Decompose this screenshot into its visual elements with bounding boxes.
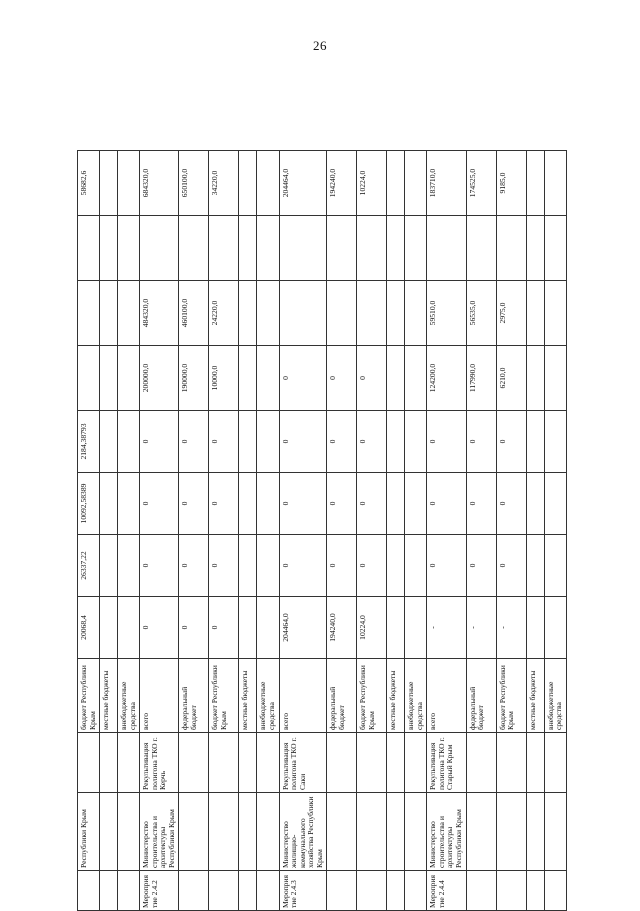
funding-table: [77, 150, 567, 911]
table-row: [427, 151, 466, 911]
table-row: [466, 151, 496, 911]
table-cell: федеральный бюджет: [179, 659, 209, 733]
table-cell: -: [427, 597, 466, 659]
table-cell: всего: [140, 659, 179, 733]
table-cell: [257, 535, 279, 597]
table-cell: [239, 793, 257, 871]
table-cell: 2975,0: [496, 281, 526, 346]
table-cell: 484320,0: [140, 281, 179, 346]
table-cell: [78, 733, 100, 793]
table-cell: [179, 216, 209, 281]
table-cell: 26337,22: [78, 535, 100, 597]
table-cell: [257, 411, 279, 473]
table-cell: [357, 281, 387, 346]
table-cell: [387, 597, 405, 659]
table-cell: Мероприятие 2.4.2: [140, 871, 179, 911]
table-cell: [327, 793, 357, 871]
table-cell: внебюджетные средства: [118, 659, 140, 733]
table-cell: [327, 216, 357, 281]
table-cell: 0: [140, 535, 179, 597]
table-cell: федеральный бюджет: [466, 659, 496, 733]
table-cell: [526, 281, 544, 346]
table-cell: [257, 346, 279, 411]
table-cell: [544, 535, 566, 597]
table-cell: [100, 597, 118, 659]
table-cell: [100, 346, 118, 411]
table-cell: [257, 597, 279, 659]
table-cell: [387, 281, 405, 346]
page-number: 26: [313, 38, 327, 53]
table-cell: [526, 793, 544, 871]
table-cell: 194240,0: [327, 151, 357, 216]
table-cell: Министерство строительства и архитектуры Республики Крым: [427, 793, 466, 871]
table-cell: [239, 216, 257, 281]
table-cell: 0: [327, 346, 357, 411]
table-cell: Республики Крым: [78, 793, 100, 871]
table-cell: 58682,6: [78, 151, 100, 216]
table-cell: 183710,0: [427, 151, 466, 216]
table-cell: 20068,4: [78, 597, 100, 659]
table-row: [78, 151, 100, 911]
table-row: [327, 151, 357, 911]
table-cell: [526, 535, 544, 597]
table-cell: [100, 281, 118, 346]
table-cell: 650100,0: [179, 151, 209, 216]
table-cell: [387, 473, 405, 535]
table-row: [239, 151, 257, 911]
table-cell: 0: [179, 411, 209, 473]
table-cell: [279, 281, 327, 346]
table-cell: 0: [496, 473, 526, 535]
table-cell: местные бюджеты: [526, 659, 544, 733]
table-cell: 0: [327, 411, 357, 473]
table-cell: [427, 216, 466, 281]
table-cell: [544, 281, 566, 346]
table-cell: [118, 346, 140, 411]
table-cell: 0: [140, 597, 179, 659]
table-cell: 0: [466, 535, 496, 597]
table-cell: 0: [496, 535, 526, 597]
table-cell: [179, 733, 209, 793]
table-row: [387, 151, 405, 911]
table-cell: 0: [427, 411, 466, 473]
table-cell: [466, 216, 496, 281]
rotated-table-wrapper: [77, 151, 567, 911]
table-cell: Рекультивация полигона ТКО г. Старый Крым: [427, 733, 466, 793]
table-cell: [405, 793, 427, 871]
table-cell: Мероприятие 2.4.3: [279, 871, 327, 911]
table-cell: [239, 346, 257, 411]
table-row: [100, 151, 118, 911]
table-cell: [257, 473, 279, 535]
table-cell: [257, 793, 279, 871]
table-cell: 0: [466, 411, 496, 473]
table-cell: внебюджетные средства: [405, 659, 427, 733]
table-cell: Рекультивация полигона ТКО г. Керчь: [140, 733, 179, 793]
table-cell: 194240,0: [327, 597, 357, 659]
table-cell: [118, 597, 140, 659]
table-cell: [526, 411, 544, 473]
table-cell: [118, 151, 140, 216]
table-cell: бюджет Республики Крым: [209, 659, 239, 733]
table-cell: [78, 216, 100, 281]
table-cell: 6210,0: [496, 346, 526, 411]
table-row: [118, 151, 140, 911]
table-cell: 190000,0: [179, 346, 209, 411]
table-cell: бюджет Республики Крым: [357, 659, 387, 733]
table-cell: [405, 535, 427, 597]
table-cell: [100, 793, 118, 871]
table-cell: [544, 733, 566, 793]
table-cell: [327, 733, 357, 793]
table-cell: [100, 151, 118, 216]
table-cell: [118, 411, 140, 473]
table-cell: 0: [279, 411, 327, 473]
table-cell: [209, 216, 239, 281]
table-cell: [526, 151, 544, 216]
table-cell: Министерство жилищно-коммунального хозяйства Республики Крым: [279, 793, 327, 871]
table-cell: всего: [427, 659, 466, 733]
table-cell: бюджет Республики Крым: [78, 659, 100, 733]
table-cell: 0: [327, 535, 357, 597]
table-cell: [387, 216, 405, 281]
table-cell: -: [496, 597, 526, 659]
table-cell: [387, 535, 405, 597]
table-cell: Министерство строительства и архитектуры Республики Крым: [140, 793, 179, 871]
table-cell: [118, 473, 140, 535]
table-cell: [405, 473, 427, 535]
table-cell: [526, 473, 544, 535]
table-cell: [544, 793, 566, 871]
table-cell: [100, 733, 118, 793]
table-cell: [279, 216, 327, 281]
table-cell: [118, 793, 140, 871]
table-cell: [257, 733, 279, 793]
table-cell: [209, 793, 239, 871]
table-row: [257, 151, 279, 911]
table-cell: 0: [209, 411, 239, 473]
table-cell: [526, 216, 544, 281]
table-cell: -: [466, 597, 496, 659]
table-cell: [239, 733, 257, 793]
table-cell: местные бюджеты: [239, 659, 257, 733]
table-cell: 0: [279, 473, 327, 535]
table-cell: местные бюджеты: [100, 659, 118, 733]
table-cell: [118, 216, 140, 281]
table-cell: 117990,0: [466, 346, 496, 411]
table-cell: 0: [209, 535, 239, 597]
table-cell: [100, 473, 118, 535]
table-row: [357, 151, 387, 911]
table-cell: [239, 597, 257, 659]
table-cell: 124200,0: [427, 346, 466, 411]
table-cell: [496, 216, 526, 281]
table-cell: 0: [209, 473, 239, 535]
table-cell: всего: [279, 659, 327, 733]
table-cell: [466, 793, 496, 871]
table-row: [209, 151, 239, 911]
table-cell: [100, 535, 118, 597]
table-cell: [387, 346, 405, 411]
table-row: [279, 151, 327, 911]
table-cell: [327, 281, 357, 346]
table-row: [544, 151, 566, 911]
table-cell: 2184,38793: [78, 411, 100, 473]
table-cell: [118, 281, 140, 346]
table-cell: 0: [357, 535, 387, 597]
table-cell: 24220,0: [209, 281, 239, 346]
table-cell: 0: [357, 411, 387, 473]
table-cell: [387, 793, 405, 871]
table-cell: [387, 151, 405, 216]
table-cell: [544, 473, 566, 535]
table-cell: [405, 281, 427, 346]
table-cell: [140, 216, 179, 281]
table-cell: 10224,0: [357, 597, 387, 659]
table-cell: [405, 597, 427, 659]
table-cell: [405, 733, 427, 793]
table-cell: [526, 597, 544, 659]
table-cell: внебюджетные средства: [544, 659, 566, 733]
table-cell: [239, 151, 257, 216]
table-cell: 59510,0: [427, 281, 466, 346]
table-cell: 0: [209, 597, 239, 659]
table-cell: 0: [179, 473, 209, 535]
table-row: [140, 151, 179, 911]
table-cell: [387, 411, 405, 473]
table-cell: 174525,0: [466, 151, 496, 216]
table-cell: 0: [279, 346, 327, 411]
table-cell: [239, 411, 257, 473]
table-cell: 0: [427, 535, 466, 597]
table-cell: бюджет Республики Крым: [496, 659, 526, 733]
table-cell: [544, 597, 566, 659]
table-cell: 9185,0: [496, 151, 526, 216]
table-cell: [78, 281, 100, 346]
table-cell: [526, 733, 544, 793]
table-row: [405, 151, 427, 911]
table-cell: 0: [357, 473, 387, 535]
table-cell: [179, 793, 209, 871]
table-cell: [544, 411, 566, 473]
table-cell: 0: [279, 535, 327, 597]
table-cell: 0: [327, 473, 357, 535]
table-cell: 10000,0: [209, 346, 239, 411]
table-cell: 0: [140, 473, 179, 535]
table-cell: [78, 346, 100, 411]
table-cell: 0: [179, 597, 209, 659]
table-cell: [405, 216, 427, 281]
table-cell: [239, 281, 257, 346]
table-cell: 0: [140, 411, 179, 473]
table-cell: [544, 151, 566, 216]
table-cell: [405, 411, 427, 473]
table-cell: 460100,0: [179, 281, 209, 346]
table-cell: [405, 346, 427, 411]
table-cell: 0: [496, 411, 526, 473]
table-cell: [544, 346, 566, 411]
table-cell: [257, 281, 279, 346]
table-cell: 684320,0: [140, 151, 179, 216]
table-cell: [526, 346, 544, 411]
table-row: [496, 151, 526, 911]
table-cell: [100, 411, 118, 473]
table-cell: 204464,0: [279, 151, 327, 216]
table-cell: [118, 535, 140, 597]
table-cell: 204464,0: [279, 597, 327, 659]
table-cell: федеральный бюджет: [327, 659, 357, 733]
table-cell: [466, 733, 496, 793]
funding-table-body: [78, 151, 567, 911]
table-cell: [496, 733, 526, 793]
table-cell: [239, 473, 257, 535]
table-cell: 200000,0: [140, 346, 179, 411]
table-cell: [357, 793, 387, 871]
table-cell: [209, 733, 239, 793]
table-cell: [357, 216, 387, 281]
table-cell: Рекультивация полигона ТКО г. Саки: [279, 733, 327, 793]
table-cell: 0: [179, 535, 209, 597]
table-cell: [118, 733, 140, 793]
table-cell: 56535,0: [466, 281, 496, 346]
table-row: [526, 151, 544, 911]
table-cell: 34220,0: [209, 151, 239, 216]
table-cell: 0: [357, 346, 387, 411]
table-row: [179, 151, 209, 911]
table-cell: [239, 535, 257, 597]
table-cell: [257, 216, 279, 281]
table-cell: 0: [466, 473, 496, 535]
table-cell: [257, 151, 279, 216]
table-cell: [387, 733, 405, 793]
table-cell: Мероприятие 2.4.4: [427, 871, 466, 911]
table-cell: [100, 216, 118, 281]
table-cell: [357, 733, 387, 793]
table-cell: [496, 793, 526, 871]
table-cell: внебюджетные средства: [257, 659, 279, 733]
table-cell: [405, 151, 427, 216]
table-cell: 10092,58389: [78, 473, 100, 535]
table-cell: местные бюджеты: [387, 659, 405, 733]
table-cell: [544, 216, 566, 281]
table-cell: 0: [427, 473, 466, 535]
table-cell: 10224,0: [357, 151, 387, 216]
